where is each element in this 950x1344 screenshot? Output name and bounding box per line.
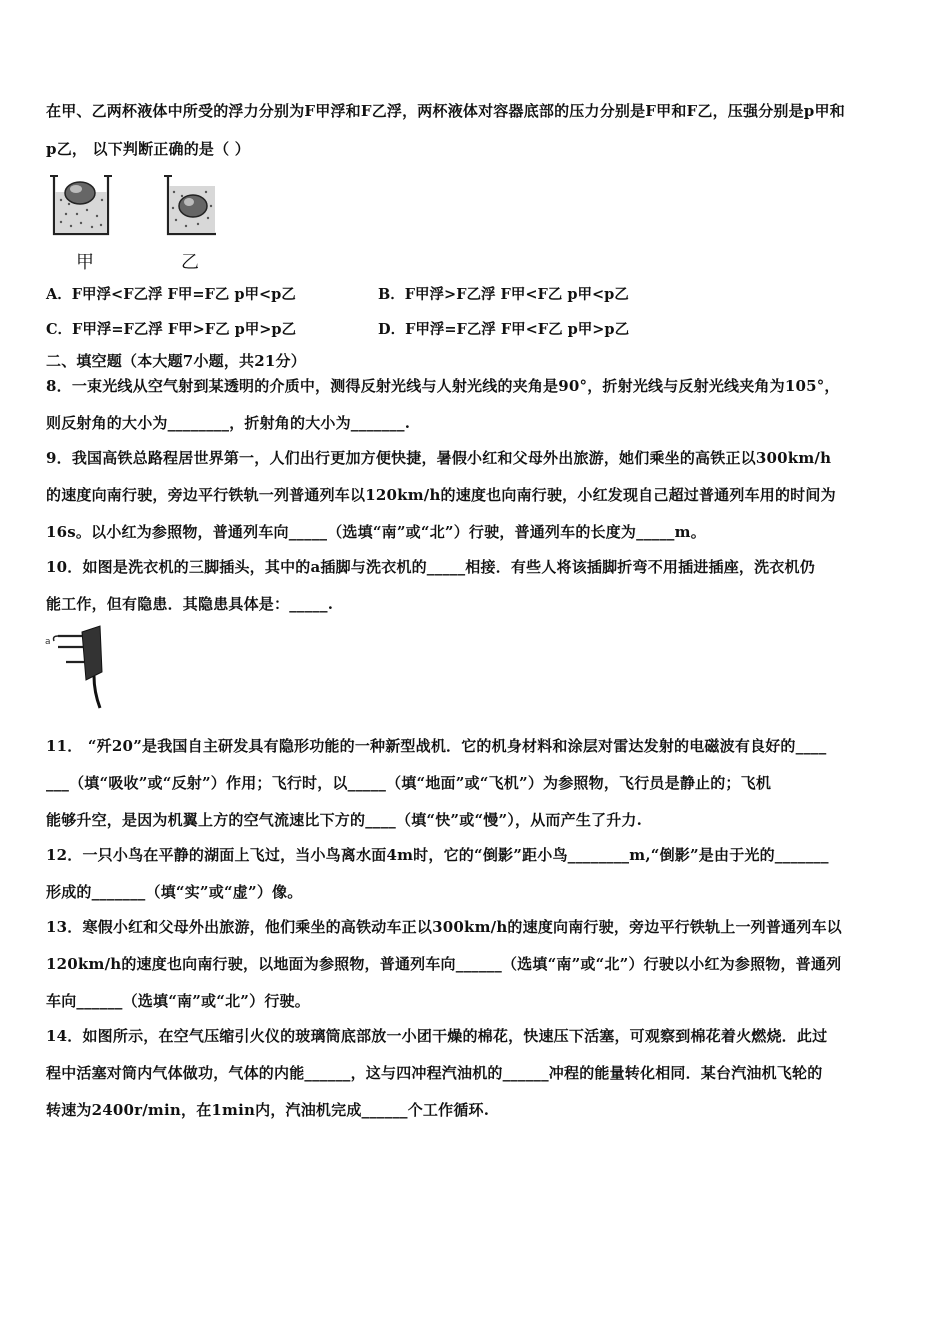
q7-option-a: A．F甲浮<F乙浮 F甲=F乙 p甲<p乙 <box>46 286 296 303</box>
q11-line1: 11． “歼20”是我国自主研发具有隐形功能的一种新型战机．它的机身材料和涂层对雷达发射的电磁波有良好的____ <box>46 737 827 755</box>
q12-line2: 形成的_______（填“实”或“虚”）像。 <box>46 883 303 901</box>
q14-line3: 转速为2400r/min，在1min内，汽油机完成______个工作循环. <box>46 1101 490 1119</box>
q7-option-b: B．F甲浮>F乙浮 F甲<F乙 p甲<p乙 <box>378 286 629 303</box>
q7-option-d: D．F甲浮=F乙浮 F甲<F乙 p甲>p乙 <box>378 321 630 338</box>
q12-line1: 12．一只小鸟在平静的湖面上飞过，当小鸟离水面4m时，它的“倒影”距小鸟________m,“倒影”是由于光的_______ <box>46 846 829 864</box>
q11-line2: ___（填“吸收”或“反射”）作用；飞行时，以_____（填“地面”或“飞机”）为参照物，飞行员是静止的；飞机 <box>46 774 772 792</box>
q7-stem-line2: p乙， 以下判断正确的是（ ） <box>46 140 250 158</box>
q9-line1: 9．我国高铁总路程居世界第一，人们出行更加方便快捷，暑假小红和父母外出旅游，她们乘坐的高铁正以300km/h <box>46 449 832 467</box>
q11-line3: 能够升空，是因为机翼上方的空气流速比下方的____（填“快”或“慢”），从而产生了升力. <box>46 811 643 829</box>
q10-line1: 10．如图是洗衣机的三脚插头，其中的a插脚与洗衣机的_____相接．有些人将该插脚折弯不用插进插座，洗衣机仍 <box>46 558 815 576</box>
q14-line1: 14．如图所示，在空气压缩引火仪的玻璃筒底部放一小团干燥的棉花，快速压下活塞，可观察到棉花着火燃烧．此过 <box>46 1027 828 1045</box>
q8-line1: 8．一束光线从空气射到某透明的介质中，测得反射光线与人射光线的夹角是90°，折射光线与反射光线夹角为105°， <box>46 377 840 395</box>
beaker-right-label: 乙 <box>181 252 199 273</box>
beaker-left-label: 甲 <box>76 252 94 273</box>
beaker-left <box>50 176 112 234</box>
plug-figure <box>44 624 108 710</box>
q7-option-c: C．F甲浮=F乙浮 F甲>F乙 p甲>p乙 <box>46 321 297 338</box>
section-title: 二、填空题（本大题7小题，共21分） <box>46 352 306 370</box>
plug-pin-label: a <box>45 637 51 647</box>
q13-line2: 120km/h的速度也向南行驶，以地面为参照物，普通列车向______（选填“南”或“北”）行驶以小红为参照物，普通列 <box>46 955 842 973</box>
q14-line2: 程中活塞对筒内气体做功，气体的内能______，这与四冲程汽油机的______冲程的能量转化相同．某台汽油机飞轮的 <box>46 1064 823 1082</box>
q8-line2: 则反射角的大小为________，折射角的大小为_______. <box>46 414 411 432</box>
q7-stem-line1: 在甲、乙两杯液体中所受的浮力分别为F甲浮和F乙浮，两杯液体对容器底部的压力分别是F甲和F乙，压强分别是p甲和 <box>46 102 845 120</box>
q13-line1: 13．寒假小红和父母外出旅游，他们乘坐的高铁动车正以300km/h的速度向南行驶，旁边平行铁轨上一列普通列车以 <box>46 918 842 936</box>
beaker-right <box>164 176 216 234</box>
q9-line3: 16s。以小红为参照物，普通列车向_____（选填“南”或“北”）行驶，普通列车的长度为_____m。 <box>46 523 706 541</box>
q13-line3: 车向______（选填“南”或“北”）行驶。 <box>46 992 310 1010</box>
q10-line2: 能工作，但有隐患．其隐患具体是：_____. <box>46 595 334 613</box>
q9-line2: 的速度向南行驶，旁边平行铁轨一列普通列车以120km/h的速度也向南行驶，小红发现自己超过普通列车用的时间为 <box>46 486 836 504</box>
